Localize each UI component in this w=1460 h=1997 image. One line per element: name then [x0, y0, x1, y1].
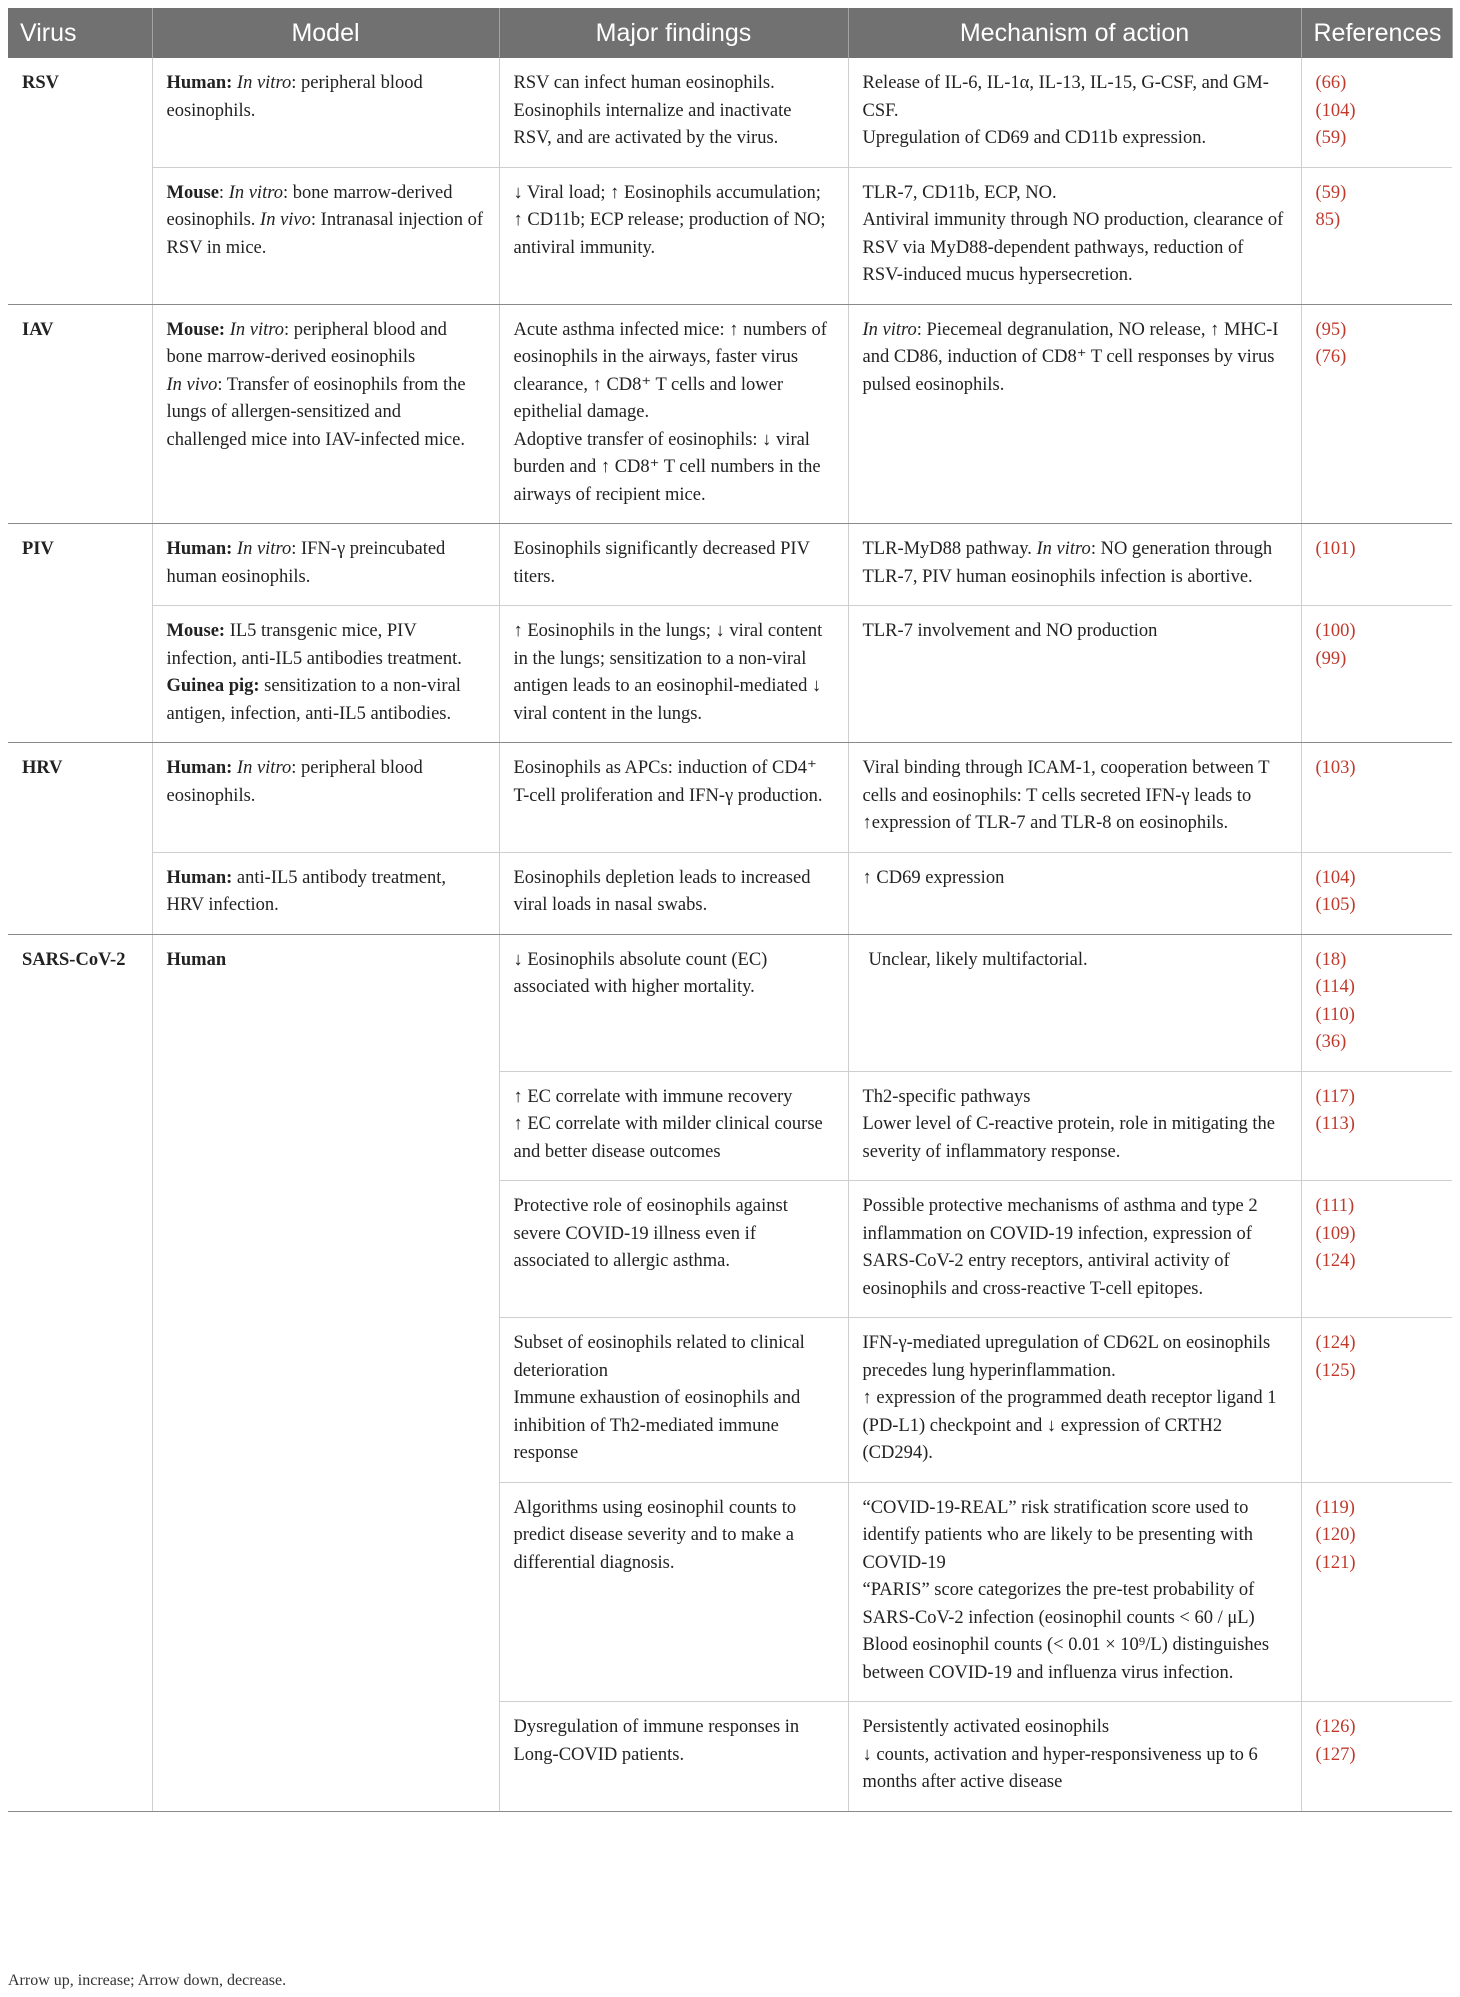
- mechanism-cell: IFN-γ-mediated upregulation of CD62L on eosinophils precedes lung hyperinflammation. ↑ expression of the programmed death receptor ligand 1 (PD-L1) checkpoint and ↓ expression of CRTH2 (CD294).: [848, 1318, 1301, 1483]
- ref-link[interactable]: (99): [1315, 648, 1347, 669]
- findings-cell: Protective role of eosinophils against severe COVID-19 illness even if associated to allergic asthma.: [499, 1181, 848, 1318]
- mechanism-cell: Viral binding through ICAM-1, cooperation between T cells and eosinophils: T cells secreted IFN-γ leads to ↑expression of TLR-7 and TLR-8 on eosinophils.: [848, 743, 1301, 853]
- references-cell: [1301, 1702, 1452, 1812]
- ref-link[interactable]: (66): [1315, 73, 1347, 93]
- table-row: [8, 743, 1452, 853]
- mechanism-cell: Th2-specific pathways Lower level of C-reactive protein, role in mitigating the severity of inflammatory response.: [848, 1071, 1301, 1181]
- table-row: [8, 606, 1452, 743]
- virus-sars-cov-2: SARS-CoV-2: [8, 934, 152, 1811]
- model-cell: Mouse: In vitro: bone marrow-derived eosinophils. In vivo: Intranasal injection of RSV in mice.: [152, 167, 499, 304]
- virus-iav: IAV: [8, 304, 152, 524]
- ref-link[interactable]: (124): [1315, 1333, 1356, 1353]
- ref-link[interactable]: (127): [1315, 1744, 1356, 1765]
- references-cell: [1301, 743, 1452, 853]
- ref-link[interactable]: (126): [1315, 1717, 1356, 1737]
- ref-link[interactable]: (104): [1315, 100, 1356, 121]
- mechanism-cell: TLR-7, CD11b, ECP, NO. Antiviral immunity through NO production, clearance of RSV via MyD88-dependent pathways, reduction of RSV-induced mucus hypersecretion.: [848, 167, 1301, 304]
- references-cell: [1301, 1181, 1452, 1318]
- references-cell: [1301, 58, 1452, 167]
- mechanism-cell: Unclear, likely multifactorial.: [848, 934, 1301, 1071]
- virus-piv: PIV: [8, 524, 152, 743]
- virus-hrv: HRV: [8, 743, 152, 935]
- table-footnote: Arrow up, increase; Arrow down, decrease.: [8, 1972, 287, 1989]
- ref-link[interactable]: (95): [1315, 319, 1347, 340]
- table-row: [8, 58, 1452, 167]
- header-row: [8, 8, 1452, 58]
- mechanism-cell: “COVID-19-REAL” risk stratification score used to identify patients who are likely to be presenting with COVID-19 “PARIS” score categorizes the pre-test probability of SARS-CoV-2 infection (eosinophil counts < 60 / μL) Blood eosinophil counts (< 0.01 × 10⁹/L) distinguishes between COVID-19 and influenza virus infection.: [848, 1482, 1301, 1702]
- ref-link[interactable]: 85): [1315, 210, 1341, 230]
- references-cell: [1301, 1482, 1452, 1702]
- model-cell: Human: In vitro: peripheral blood eosinophils.: [152, 58, 499, 167]
- table-row: [8, 852, 1452, 934]
- mechanism-cell: ↑ CD69 expression: [848, 852, 1301, 934]
- model-cell: Human: anti-IL5 antibody treatment, HRV infection.: [152, 852, 499, 934]
- ref-link[interactable]: (111): [1315, 1196, 1355, 1216]
- references-cell: [1301, 167, 1452, 304]
- mechanism-cell: Release of IL-6, IL-1α, IL-13, IL-15, G-CSF, and GM-CSF. Upregulation of CD69 and CD11b expression.: [848, 58, 1301, 167]
- ref-link[interactable]: (114): [1315, 977, 1355, 997]
- model-cell: Human: In vitro: IFN-γ preincubated human eosinophils.: [152, 524, 499, 606]
- references-cell: [1301, 304, 1452, 524]
- findings-cell: Dysregulation of immune responses in Long-COVID patients.: [499, 1702, 848, 1812]
- findings-cell: ↑ Eosinophils in the lungs; ↓ viral content in the lungs; sensitization to a non-viral antigen leads to an eosinophil-mediated ↓ viral content in the lungs.: [499, 606, 848, 743]
- ref-link[interactable]: (117): [1315, 1086, 1355, 1107]
- mechanism-cell: Possible protective mechanisms of asthma and type 2 inflammation on COVID-19 infection, expression of SARS-CoV-2 entry receptors, antiviral activity of eosinophils and cross-reactive T-cell epitopes.: [848, 1181, 1301, 1318]
- ref-link[interactable]: (119): [1315, 1497, 1355, 1518]
- findings-cell: Algorithms using eosinophil counts to predict disease severity and to make a differential diagnosis.: [499, 1482, 848, 1702]
- findings-cell: ↓ Viral load; ↑ Eosinophils accumulation; ↑ CD11b; ECP release; production of NO; antiviral immunity.: [499, 167, 848, 304]
- ref-link[interactable]: (100): [1315, 621, 1356, 641]
- mechanism-cell: Persistently activated eosinophils ↓ counts, activation and hyper-responsiveness up to 6 months after active disease: [848, 1702, 1301, 1812]
- model-cell: Human: In vitro: peripheral blood eosinophils.: [152, 743, 499, 853]
- ref-link[interactable]: (101): [1315, 539, 1356, 559]
- model-cell: Human: [152, 934, 499, 1811]
- table-row: [8, 167, 1452, 304]
- virus-rsv: RSV: [8, 58, 152, 304]
- ref-link[interactable]: (120): [1315, 1525, 1356, 1545]
- mechanism-cell: TLR-7 involvement and NO production: [848, 606, 1301, 743]
- virus-eosinophil-table: [8, 8, 1453, 1812]
- ref-link[interactable]: (110): [1315, 1004, 1355, 1025]
- references-cell: [1301, 852, 1452, 934]
- findings-cell: Eosinophils significantly decreased PIV titers.: [499, 524, 848, 606]
- findings-cell: Subset of eosinophils related to clinical deterioration Immune exhaustion of eosinophils and inhibition of Th2-mediated immune response: [499, 1318, 848, 1483]
- ref-link[interactable]: (103): [1315, 758, 1356, 778]
- model-cell: Mouse: IL5 transgenic mice, PIV infection, anti-IL5 antibodies treatment. Guinea pig: sensitization to a non-viral antigen, infection, anti-IL5 antibodies.: [152, 606, 499, 743]
- findings-cell: Eosinophils as APCs: induction of CD4⁺ T-cell proliferation and IFN-γ production.: [499, 743, 848, 853]
- ref-link[interactable]: (121): [1315, 1552, 1356, 1573]
- header-model: Model: [152, 8, 499, 58]
- ref-link[interactable]: (125): [1315, 1360, 1356, 1381]
- table-container: [8, 8, 1452, 1812]
- references-cell: [1301, 934, 1452, 1071]
- ref-link[interactable]: (18): [1315, 949, 1347, 970]
- ref-link[interactable]: (104): [1315, 867, 1356, 888]
- header-major-findings: Major findings: [499, 8, 848, 58]
- table-row: [8, 524, 1452, 606]
- table-row: [8, 934, 1452, 1071]
- header-virus: Virus: [8, 8, 152, 58]
- model-cell: Mouse: In vitro: peripheral blood and bone marrow-derived eosinophils In vivo: Transfer of eosinophils from the lungs of allergen-sensitized and challenged mice into IAV-infected mice.: [152, 304, 499, 524]
- references-cell: [1301, 524, 1452, 606]
- findings-cell: ↓ Eosinophils absolute count (EC) associated with higher mortality.: [499, 934, 848, 1071]
- ref-link[interactable]: (59): [1315, 182, 1347, 203]
- header-mechanism: Mechanism of action: [848, 8, 1301, 58]
- references-cell: [1301, 606, 1452, 743]
- mechanism-cell: TLR-MyD88 pathway. In vitro: NO generation through TLR-7, PIV human eosinophils infection is abortive.: [848, 524, 1301, 606]
- findings-cell: Eosinophils depletion leads to increased viral loads in nasal swabs.: [499, 852, 848, 934]
- ref-link[interactable]: (113): [1315, 1114, 1355, 1134]
- table-row: [8, 304, 1452, 524]
- references-cell: [1301, 1318, 1452, 1483]
- header-references: References: [1301, 8, 1452, 58]
- ref-link[interactable]: (76): [1315, 347, 1347, 367]
- findings-cell: RSV can infect human eosinophils. Eosinophils internalize and inactivate RSV, and are activated by the virus.: [499, 58, 848, 167]
- mechanism-cell: In vitro: Piecemeal degranulation, NO release, ↑ MHC-I and CD86, induction of CD8⁺ T cell responses by virus pulsed eosinophils.: [848, 304, 1301, 524]
- references-cell: [1301, 1071, 1452, 1181]
- ref-link[interactable]: (109): [1315, 1223, 1356, 1244]
- findings-cell: ↑ EC correlate with immune recovery ↑ EC correlate with milder clinical course and better disease outcomes: [499, 1071, 848, 1181]
- findings-cell: Acute asthma infected mice: ↑ numbers of eosinophils in the airways, faster virus clearance, ↑ CD8⁺ T cells and lower epithelial damage. Adoptive transfer of eosinophils: ↓ viral burden and ↑ CD8⁺ T cell numbers in the airways of recipient mice.: [499, 304, 848, 524]
- ref-link[interactable]: (59): [1315, 128, 1347, 148]
- ref-link[interactable]: (124): [1315, 1251, 1356, 1271]
- ref-link[interactable]: (36): [1315, 1032, 1347, 1052]
- ref-link[interactable]: (105): [1315, 895, 1356, 915]
